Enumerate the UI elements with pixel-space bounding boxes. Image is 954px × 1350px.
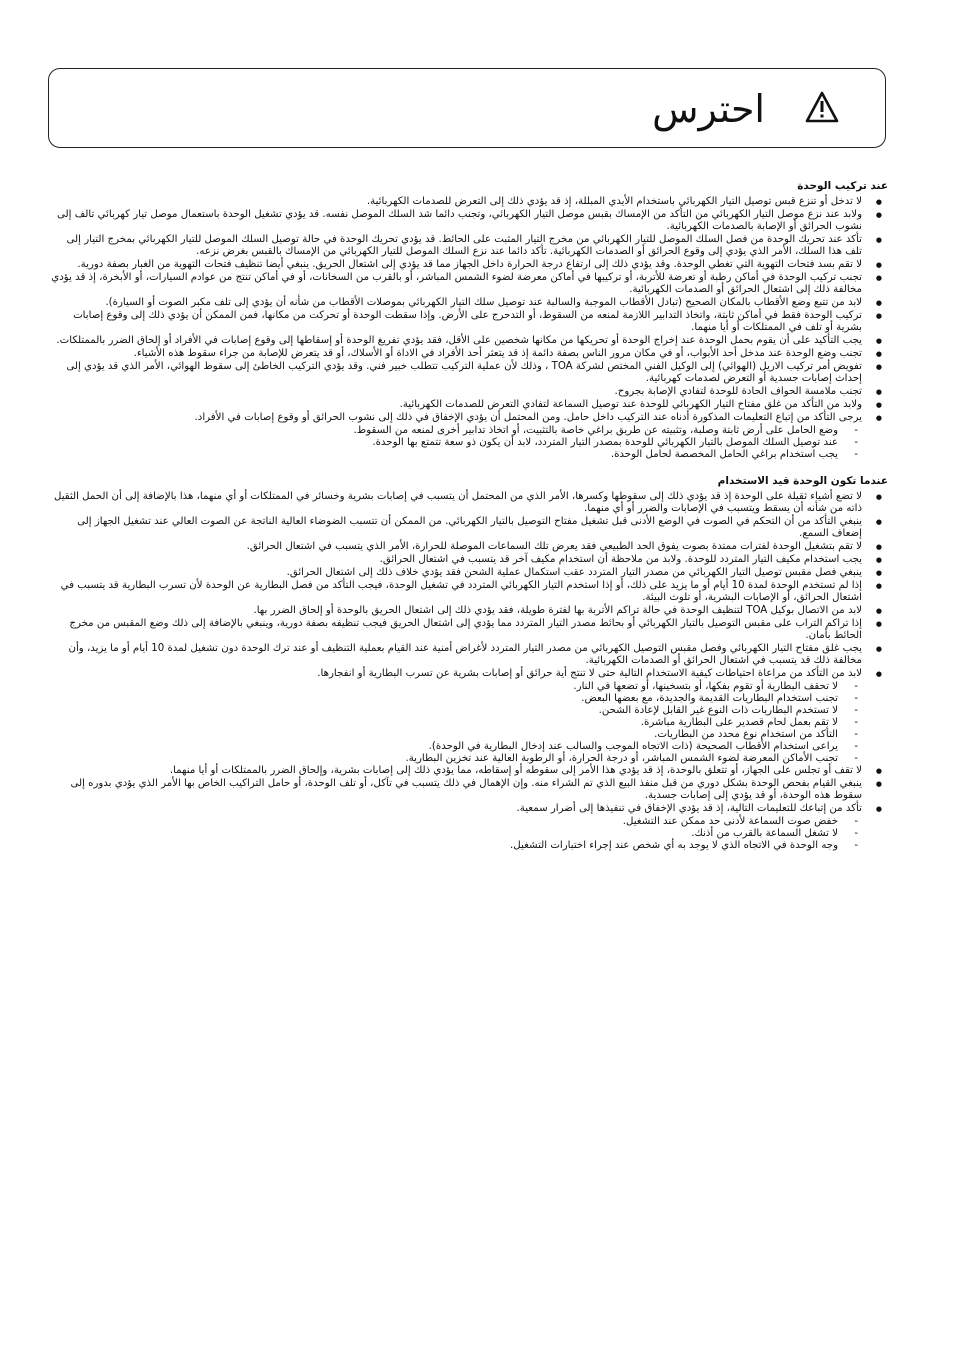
- list-item: ● تفويض أمر تركيب الاريل (الهوائي) إلى الوكيل الفني المختص لشركة TOA ، وذلك لأن عملية التركيب تتطلب خبير فني. وقد يؤدي التركيب الخاطئ إلى سقوط الهوائي، الأمر الذي قد يؤدي إلى إحداث إصابات جسدية أو التعرض لصدمات كهربائية.: [50, 361, 888, 385]
- sub-list-item: - وجه الوحدة في الاتجاه الذي لا يوجد به أي شخص عند إجراء اختبارات التشغيل.: [50, 840, 888, 852]
- list-item: ● تأكد عند تحريك الوحدة من فصل السلك الموصل للتيار الكهربائي من مخرج التيار المثبت على الحائط. قد يؤدي تحريك الوحدة في حالة توصيل السلك الموصل للتيار الكهربائي بمخرج التيار إلى تلف هذا السلك، الأمر الذي يؤدي إلى وقوع الحرائق أو الصدمات الكهربائية. تأكد دائما عند نزع السلك الموصل للتيار الكهربائي من الإمساك بالقبس بغرض نزعه.: [50, 234, 888, 258]
- sub-list-item: - لا تقم بعمل لحام قصدير على البطارية مباشرة.: [50, 717, 888, 729]
- list-item: ● لا تدخل أو تنزع قبس توصيل التيار الكهربائي باستخدام الأيدي المبللة، إذ قد يؤدي ذلك إلى التعرض للصدمات الكهربائية.: [50, 196, 888, 208]
- list-item: ● لا تقف أو تجلس على الجهاز، أو تتعلق بالوحدة، إذ قد يؤدي هذا الأمر إلى سقوطه أو إسقاطه، مما يؤدي ذلك إلى إصابات بشرية، وإلحاق الضرر بالممتلكات أو أيا منهما.: [50, 765, 888, 777]
- rack-install-sublist: [50, 425, 888, 461]
- list-item: ● يجب غلق مفتاح التيار الكهربائي وفصل مقبس التوصيل الكهربائي من مصدر التيار المتردد لأغراض أمنية عند القيام بعملية التنظيف أو عند ترك الوحدة دون تشغيل لمدة 10 أيام أو ما يزيد، وأن مخالفة ذلك قد يتسبب في اشتعال الحرائق أو الصدمات الكهربائية.: [50, 643, 888, 667]
- sub-list-item: - تجنب الأماكن المعرضة لضوء الشمس المباشر، أو درجة الحرارة، أو الرطوبة العالية عند تخزين البطارية.: [50, 753, 888, 765]
- list-item: ● لابد من الاتصال بوكيل TOA لتنظيف الوحدة في حالة تراكم الأتربة بها لفترة طويلة، فقد يؤدي ذلك إلى اشتعال الحريق بالوحدة أو إلحاق الضرر بها.: [50, 605, 888, 617]
- list-item: ● لا تقم بسد فتحات التهوية التي تغطي الوحدة. وقد يؤدي ذلك إلى ارتفاع درجة الحرارة داخل الجهاز مما قد يؤدي إلى اشتعال الحريق. ينبغي أيضا تنظيف فتحات التهوية من الغبار بصفة دورية.: [50, 259, 888, 271]
- list-item: ● إذا لم تستخدم الوحدة لمدة 10 أيام أو ما يزيد على ذلك، أو إذا استخدم التيار الكهربائي المتردد في تشغيل الوحدة، فيجب التأكد من فصل البطارية عن الوحدة لأن تسرب البطارية قد يتسبب في اشتعال الحرائق، أو الإصابات البشرية، أو تلوث البيئة.: [50, 580, 888, 604]
- list-item: ● تجنب تركيب الوحدة في أماكن رطبة أو تعرضة للأتربة، أو تركيبها في أماكن معرضة لضوء الشمس المباشر، أو بالقرب من السخانات، أو في أماكن تنتج من عوادم السيارات، أو الأبخرة، إذ قد يؤدي مخالفة ذلك إلى اشتعال الحرائق أو الصدمات الكهربائية.: [50, 272, 888, 296]
- sub-list-item: - يجب استخدام براغي الحامل المخصصة لحامل الوحدة.: [50, 449, 888, 461]
- hearing-sublist: [50, 816, 888, 852]
- list-item: ● إذا تراكم التراب على مقبس التوصيل بالتيار الكهربائي أو بحائط مصدر التيار المتردد مما يؤدي إلى اشتعال الحريق فيجب تنظيفه بصفة دورية، وينبغي بالإضافة إلى ذلك وضع المقبس من مخرج الحائط بأمان.: [50, 618, 888, 642]
- list-item: ● تجنب ملامسة الحواف الحادة للوحدة لتفادي الإصابة بجروح.: [50, 386, 888, 398]
- sub-list-item: - لا تستخدم البطاريات ذات النوع غير القابل لإعادة الشحن.: [50, 705, 888, 717]
- list-item: ● لابد من تتبع وضع الأقطاب بالمكان الصحيح (تبادل الأقطاب الموجبة والسالبة عند توصيل سلك التيار الكهربائي بموصلات الأقطاب من شأنه أن يؤدي إلى تلف مكبر الصوت أو السيارة).: [50, 297, 888, 309]
- warning-triangle-icon: [805, 91, 839, 123]
- list-item: ● ينبغي التأكد من أن التحكم في الصوت في الوضع الأدنى قبل تشغيل مفتاح التوصيل بالتيار الكهربائي. من الممكن أن تتسبب الضوضاء العالية الناتجة عن الصوت العالي عند تشغيل الجهاز إلى إضعاف السمع.: [50, 516, 888, 540]
- section-heading-in-use: عندما تكون الوحدة قيد الاستخدام: [717, 475, 888, 487]
- sub-list-item: - لا تحقف البطارية أو تقوم بفكها، أو بتسخينها، أو تضعها في النار.: [50, 681, 888, 693]
- sub-list-item: - التأكد من استخدام نوع محدد من البطاريات.: [50, 729, 888, 741]
- list-item: ● يجب التأكيد على أن يقوم بحمل الوحدة عند إخراج الوحدة أو تحريكها من مكانها شخصين على الأقل، فقد يؤدي تفريغ الوحدة أو إسقاطها إلى وقوع إصابات في الأفراد أو إلحاق الضرر بالممتلكات.: [50, 335, 888, 347]
- content-body: [50, 180, 888, 852]
- sub-list-item: - وضع الحامل على أرض ثابتة وصلبة، وتثبيته عن طريق براغي خاصة بالتثبيت، أو اتخاذ تدابير أخرى لمنعه من السقوط.: [50, 425, 888, 437]
- caution-banner: [48, 68, 886, 148]
- sub-list-item: - تجنب استخدام البطاريات القديمة والجديدة، مع بعضها البعض.: [50, 693, 888, 705]
- list-item: ● تأكد من إتباعك للتعليمات التالية، إذ قد يؤدي الإخفاق في تنفيذها إلى أضرار سمعية.: [50, 803, 888, 815]
- sub-list-item: - لا تشغل السماعة بالقرب من أذنك.: [50, 828, 888, 840]
- in-use-list: [50, 491, 888, 680]
- banner-title: احترس: [652, 87, 765, 131]
- list-item: ● يرجى التأكد من إتباع التعليمات المذكورة أدناه عند التركيب داخل حامل. ومن المحتمل أن يؤدي الإخفاق في ذلك إلى نشوب الحرائق أو وقوع إصابات في الأفراد.: [50, 412, 888, 424]
- list-item: ● ينبغي القيام بفحص الوحدة بشكل دوري من قبل منفذ البيع الذي تم الشراء منه. وإن الإهمال في ذلك يتسبب في تآكل، أو تلف الوحدة، أو حامل التراكيب الخاص بها الأمر الذي يؤدي بدوره إلى سقوط هذه الوحدة، أو قد يؤدي إلى إصابات جسدية.: [50, 778, 888, 802]
- battery-sublist: [50, 681, 888, 765]
- list-item: ● ولابد من التأكد من غلق مفتاح التيار الكهربائي للوحدة عند توصيل السماعة لتفادي التعرض للصدمات الكهربائية.: [50, 399, 888, 411]
- list-item: ● لا تضع أشياء ثقيلة على الوحدة إذ قد يؤدي ذلك إلى سقوطها وكسرها، الأمر الذي من المحتمل أن يتسبب في إصابات بشرية وخسائر في الممتلكات أو أي منهما، هذا بالإضافة إلى أن الحمل الثقيل ذاته من شأنه أن يسقط ويتسبب في الإصابات والضرر أو أي منهما.: [50, 491, 888, 515]
- list-item: ● تجنب وضع الوحدة عند مدخل أحد الأبواب، أو في مكان مرور الناس بصفة دائمة إذ قد يتعثر أحد الأفراد في الاداة أو الأسلاك، أو قد يتعرض للإصابة من جراء سقوط هذه الأشياء.: [50, 348, 888, 360]
- list-item: ● لابد من التأكد من مراعاة احتياطات كيفية الاستخدام التالية حتى لا تنتج أية حرائق أو إصابات بشرية عن تسرب البطارية أو انفجارها.: [50, 668, 888, 680]
- sub-list-item: - يراعى استخدام الأقطاب الصحيحة (ذات الاتجاه الموجب والسالب عند إدخال البطارية في الوحدة).: [50, 741, 888, 753]
- list-item: ● ينبغي فصل مقبس توصيل التيار الكهربائي من مصدر التيار المتردد عقب استكمال عملية الشحن فقد يؤدي خلاف ذلك إلى اشتعال الحرائق.: [50, 567, 888, 579]
- sub-list-item: - خفض صوت السماعة لأدنى حد ممكن عند التشغيل.: [50, 816, 888, 828]
- in-use-list-continued: [50, 765, 888, 815]
- section-heading-installation: عند تركيب الوحدة: [797, 180, 888, 192]
- sub-list-item: - عند توصيل السلك الموصل بالتيار الكهربائي للوحدة بمصدر التيار المتردد، لابد أن يكون ذو سعة تتمتع بها الوحدة.: [50, 437, 888, 449]
- list-item: ● ولابد عند نزع موصل التيار الكهربائي من التأكد من الإمساك بقبس موصل التيار الكهربائي، وتجنب دائما شد السلك الموصل نفسه. قد يؤدي تشغيل الوحدة باستعمال موصل تيار كهربائي تالف إلى نشوب الحرائق أو الإصابة بالصدمات الكهربائية.: [50, 209, 888, 233]
- list-item: ● يجب استخدام مكيف التيار المتردد للوحدة. ولابد من ملاحظة أن استخدام مكيف آخر قد يتسبب في اشتعال الحرائق.: [50, 554, 888, 566]
- list-item: ● لا تقم بتشغيل الوحدة لفترات ممتدة بصوت يفوق الحد الطبيعي فقد يعرض تلك السماعات الموصلة للحرارة، الأمر الذي يتسبب في اشتعال الحرائق.: [50, 541, 888, 553]
- list-item: ● تركيب الوحدة فقط في أماكن ثابتة، واتخاذ التدابير اللازمة لمنعه من السقوط، أو التدحرج على الأرض. وإذا سقطت الوحدة أو تحركت من مكانها، فمن الممكن أن يؤدي ذلك إلى وقوع إصابات بشرية أو تلف في الممتلكات أو أيا منهما.: [50, 310, 888, 334]
- installation-list: [50, 196, 888, 424]
